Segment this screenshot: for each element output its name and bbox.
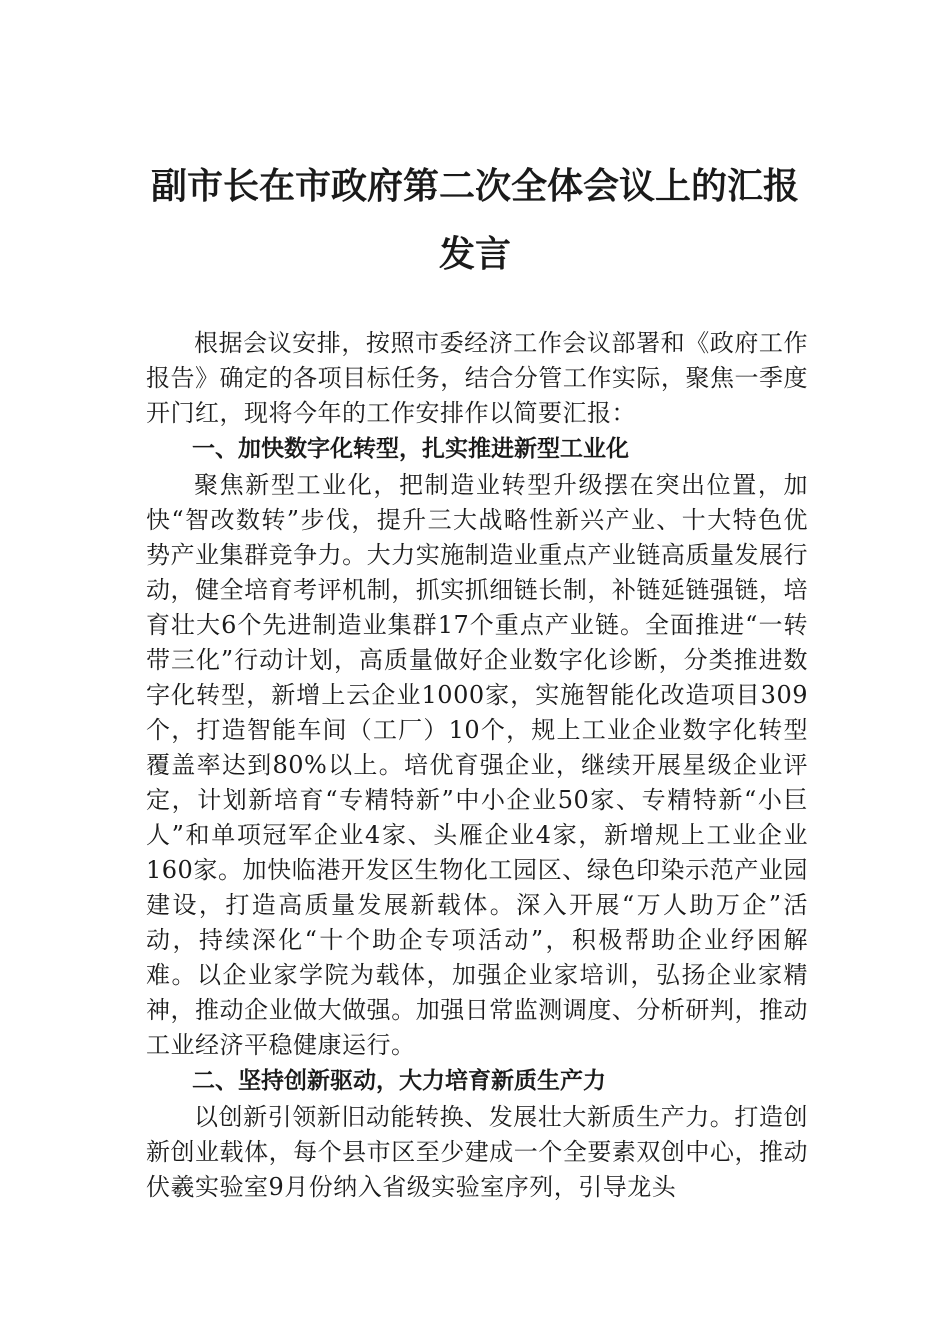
document-title-line-2: 发言 <box>438 233 511 275</box>
intro-paragraph: 根据会议安排，按照市委经济工作会议部署和《政府工作报告》确定的各项目标任务，结合分管工作实际，聚焦一季度开门红，现将今年的工作安排作以简要汇报： <box>146 329 808 427</box>
document-title-line-1: 副市长在市政府第二次全体会议上的汇报 <box>150 165 799 207</box>
document-body <box>146 326 808 1205</box>
section-1-heading: 一、加快数字化转型，扎实推进新型工业化 <box>192 436 629 462</box>
section-1-paragraph: 聚焦新型工业化，把制造业转型升级摆在突出位置，加快“智改数转”步伐，提升三大战略性新兴产业、十大特色优势产业集群竞争力。大力实施制造业重点产业链高质量发展行动，健全培育考评机制，抓实抓细链长制，补链延链强链，培育壮大6个先进制造业集群17个重点产业链。全面推进“一转带三化”行动计划，高质量做好企业数字化诊断，分类推进数字化转型，新增上云企业1000家，实施智能化改造项目309个，打造智能车间（工厂）10个，规上工业企业数字化转型覆盖率达到80%以上。培优育强企业，继续开展星级企业评定，计划新培育“专精特新”中小企业50家、专精特新“小巨人”和单项冠军企业4家、头雁企业4家，新增规上工业企业160家。加快临港开发区生物化工园区、绿色印染示范产业园建设，打造高质量发展新载体。深入开展“万人助万企”活动，持续深化“十个助企专项活动”，积极帮助企业纾困解难。以企业家学院为载体，加强企业家培训，弘扬企业家精神，推动企业做大做强。加强日常监测调度、分析研判，推动工业经济平稳健康运行。 <box>146 471 808 1059</box>
section-2-heading: 二、坚持创新驱动，大力培育新质生产力 <box>192 1068 606 1094</box>
section-2-paragraph: 以创新引领新旧动能转换、发展壮大新质生产力。打造创新创业载体，每个县市区至少建成一个全要素双创中心，推动伏羲实验室9月份纳入省级实验室序列，引导龙头 <box>146 1103 808 1201</box>
